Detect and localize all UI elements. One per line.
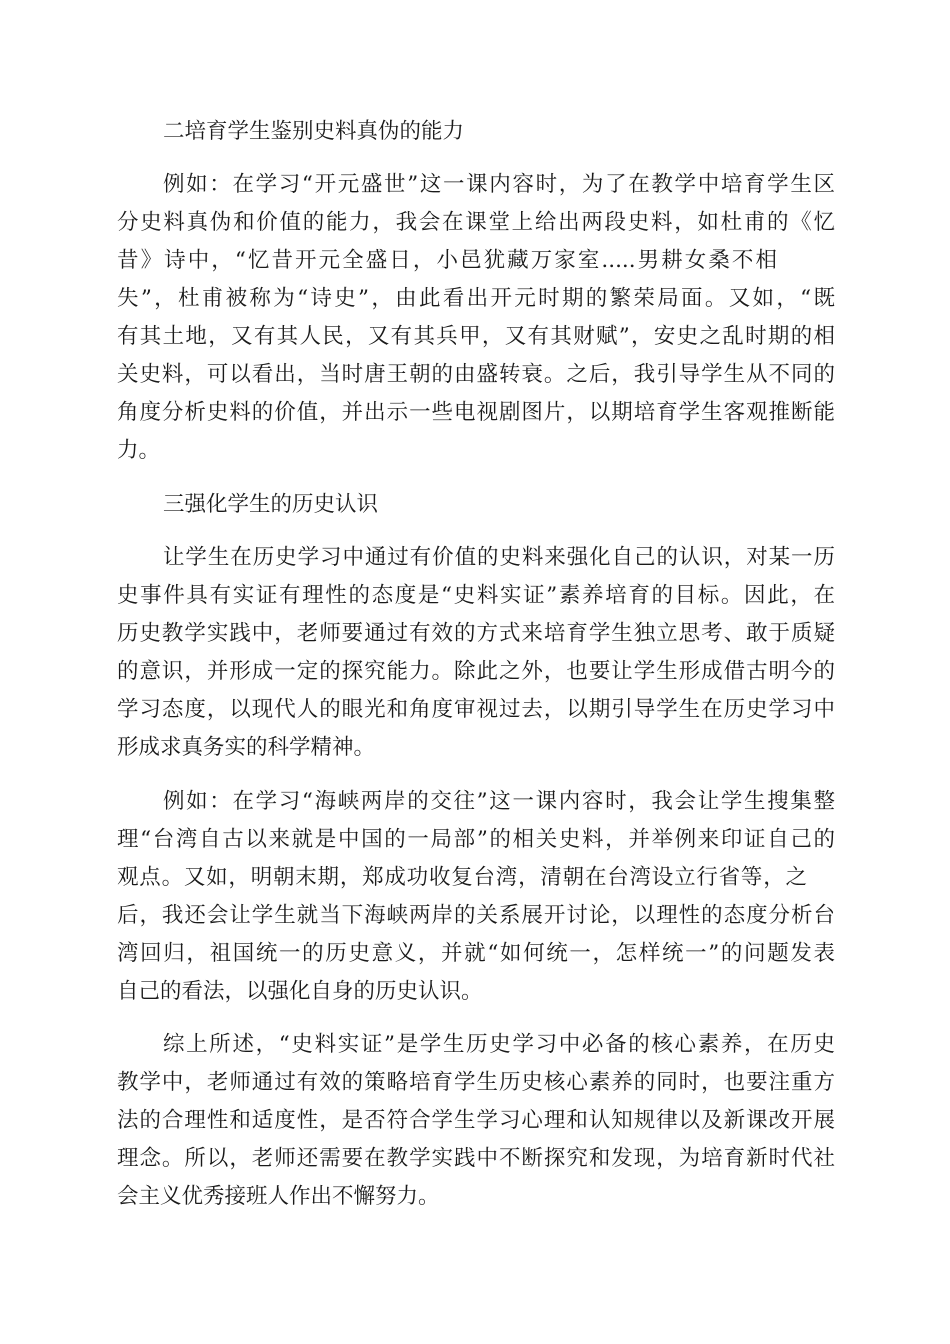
paragraph-line: 会主义优秀接班人作出不懈努力。 [117,1184,440,1209]
paragraph-line: 法的合理性和适度性，是否符合学生学习心理和认知规律以及新课改开展 [117,1108,835,1133]
paragraph-line: 有其土地，又有其人民，又有其兵甲，又有其财赋”，安史之乱时期的相 [117,324,835,349]
paragraph-line: 历史教学实践中，老师要通过有效的方式来培育学生独立思考、敢于质疑 [117,621,835,646]
paragraph-conclusion [117,1026,835,1216]
paragraph-line: 自己的看法，以强化自身的历史认识。 [117,979,483,1004]
paragraph-line: 综上所述，“史料实证”是学生历史学习中必备的核心素养，在历史 [163,1032,835,1057]
paragraph-line: 让学生在历史学习中通过有价值的史料来强化自己的认识，对某一历 [163,545,835,570]
paragraph-line: 关史料，可以看出，当时唐王朝的由盛转衰。之后，我引导学生从不同的 [117,362,835,387]
paragraph-line: 的意识，并形成一定的探究能力。除此之外，也要让学生形成借古明今的 [117,659,835,684]
paragraph-line: 例如：在学习“海峡两岸的交往”这一课内容时，我会让学生搜集整 [163,789,835,814]
paragraph-line: 学习态度，以现代人的眼光和角度审视过去，以期引导学生在历史学习中 [117,697,835,722]
paragraph-line: 分史料真伪和价值的能力，我会在课堂上给出两段史料，如杜甫的《忆 [117,210,835,235]
paragraph-line: 失”，杜甫被称为“诗史”，由此看出开元时期的繁荣局面。又如，“既 [117,286,835,311]
paragraph-line: 理“台湾自古以来就是中国的一局部”的相关史料，并举例来印证自己的 [117,827,835,852]
paragraph-line: 例如：在学习“开元盛世”这一课内容时，为了在教学中培育学生区 [163,172,835,197]
paragraph-line: 教学中，老师通过有效的策略培育学生历史核心素养的同时，也要注重方 [117,1070,835,1095]
paragraph-line: 史事件具有实证有理性的态度是“史料实证”素养培育的目标。因此，在 [117,583,835,608]
paragraph-line: 形成求真务实的科学精神。 [117,735,376,760]
paragraph-line: 力。 [117,438,161,463]
paragraph-history-awareness [117,539,835,767]
paragraph-example-taiwan [117,783,835,1011]
paragraph-line: 湾回归，祖国统一的历史意义，并就“如何统一，怎样统一”的问题发表 [117,941,835,966]
paragraph-line: 后，我还会让学生就当下海峡两岸的关系展开讨论，以理性的态度分析台 [117,903,835,928]
section-heading-3: 三强化学生的历史认识 [163,492,379,517]
paragraph-example-kaiyuan [117,166,835,470]
paragraph-line: 理念。所以，老师还需要在教学实践中不断探究和发现，为培育新时代社 [117,1146,835,1171]
section-heading-2: 二培育学生鉴别史料真伪的能力 [163,119,465,144]
paragraph-line: 昔》诗中，“忆昔开元全盛日，小邑犹藏万家室.....男耕女桑不相 [117,248,777,273]
paragraph-line: 角度分析史料的价值，并出示一些电视剧图片，以期培育学生客观推断能 [117,400,835,425]
paragraph-line: 观点。又如，明朝末期，郑成功收复台湾，清朝在台湾设立行省等，之 [117,865,807,890]
